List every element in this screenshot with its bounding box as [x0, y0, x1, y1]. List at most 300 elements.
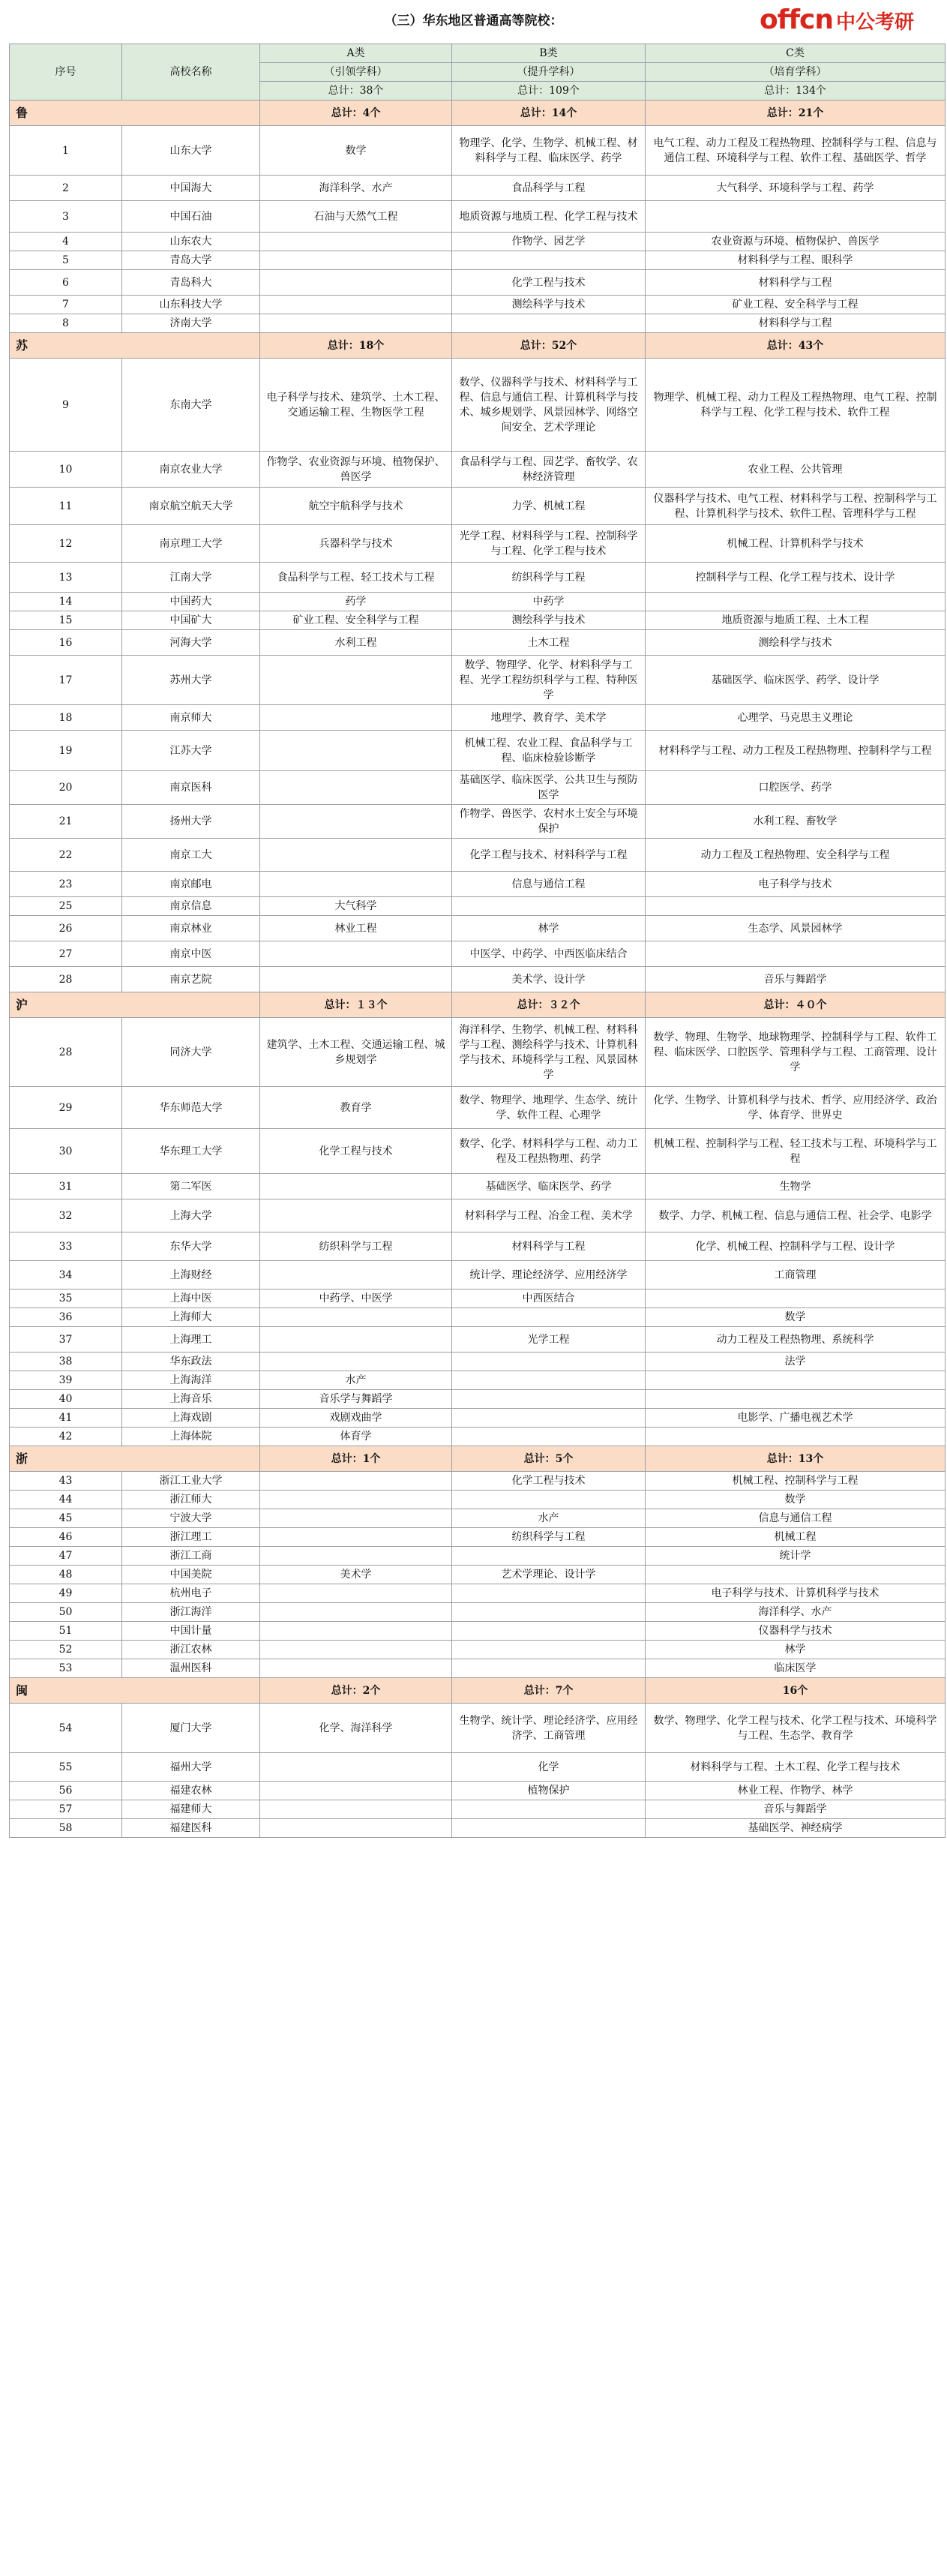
cell-no: 58: [10, 1819, 122, 1838]
cell-cat-a: 食品科学与工程、轻工技术与工程: [260, 563, 452, 593]
table-row: [10, 1087, 946, 1129]
cell-university: 福建师大: [122, 1800, 260, 1819]
cell-cat-c: 仪器科学与技术: [646, 1622, 946, 1641]
universities-table: [9, 44, 946, 1838]
cell-cat-c: 电子科学与技术: [646, 872, 946, 897]
cell-cat-b: [452, 1308, 646, 1327]
cell-university: 青岛科大: [122, 270, 260, 296]
cell-cat-c: 生物学: [646, 1174, 946, 1199]
cell-cat-b: 光学工程、材料科学与工程、控制科学与工程、化学工程与技术: [452, 525, 646, 563]
cell-cat-c: 法学: [646, 1353, 946, 1371]
cell-cat-a: [260, 805, 452, 839]
region-total-c: 总计：13个: [646, 1446, 946, 1472]
table-row: [10, 1428, 946, 1446]
cell-university: 宁波大学: [122, 1509, 260, 1528]
cell-no: 43: [10, 1472, 122, 1491]
cell-university: 浙江农林: [122, 1641, 260, 1659]
cell-cat-a: [260, 771, 452, 805]
cell-university: 中国计量: [122, 1622, 260, 1641]
table-row: [10, 270, 946, 296]
region-total-b: 总计：5个: [452, 1446, 646, 1472]
cell-cat-b: 基础医学、临床医学、药学: [452, 1174, 646, 1199]
table-row: [10, 967, 946, 992]
cell-no: 4: [10, 233, 122, 251]
cell-cat-b: 艺术学理论、设计学: [452, 1566, 646, 1584]
region-name: 沪: [10, 992, 260, 1018]
cell-no: 44: [10, 1491, 122, 1509]
region-total-c: 16个: [646, 1678, 946, 1704]
cell-cat-b: 食品科学与工程: [452, 176, 646, 201]
cell-cat-b: 测绘科学与技术: [452, 296, 646, 314]
cell-university: 福建医科: [122, 1819, 260, 1838]
table-row: [10, 593, 946, 611]
cell-university: 福州大学: [122, 1753, 260, 1782]
cell-cat-b: 地质资源与地质工程、化学工程与技术: [452, 201, 646, 233]
cell-university: 济南大学: [122, 314, 260, 333]
cell-cat-a: [260, 1753, 452, 1782]
cell-university: 华东理工大学: [122, 1129, 260, 1174]
cell-university: 中国海大: [122, 176, 260, 201]
cell-cat-c: 基础医学、神经病学: [646, 1819, 946, 1838]
cell-cat-c: 材料科学与工程: [646, 314, 946, 333]
cell-university: 温州医科: [122, 1659, 260, 1678]
cell-cat-b: 数学、物理学、地理学、生态学、统计学、软件工程、心理学: [452, 1087, 646, 1129]
cell-cat-b: 统计学、理论经济学、应用经济学: [452, 1261, 646, 1290]
cell-cat-a: [260, 1659, 452, 1678]
cell-cat-c: [646, 941, 946, 967]
region-row: [10, 992, 946, 1018]
cell-cat-c: 基础医学、临床医学、药学、设计学: [646, 656, 946, 705]
cell-no: 48: [10, 1566, 122, 1584]
cell-no: 56: [10, 1782, 122, 1800]
cell-cat-a: 化学工程与技术: [260, 1129, 452, 1174]
cell-cat-b: [452, 1603, 646, 1622]
table-row: [10, 201, 946, 233]
cell-cat-b: 美术学、设计学: [452, 967, 646, 992]
cell-cat-b: 水产: [452, 1509, 646, 1528]
region-total-b: 总计：14个: [452, 101, 646, 126]
cell-cat-a: [260, 1491, 452, 1509]
cell-cat-c: 机械工程: [646, 1528, 946, 1547]
region-total-b: 总计：52个: [452, 333, 646, 359]
table-row: [10, 1659, 946, 1678]
table-row: [10, 1622, 946, 1641]
cell-cat-b: 化学工程与技术、材料科学与工程: [452, 839, 646, 872]
cell-cat-c: 材料科学与工程、土木工程、化学工程与技术: [646, 1753, 946, 1782]
cell-university: 厦门大学: [122, 1704, 260, 1753]
cell-cat-a: [260, 839, 452, 872]
cell-university: 扬州大学: [122, 805, 260, 839]
table-body: [10, 101, 946, 1838]
region-total-a: 总计：4个: [260, 101, 452, 126]
cell-cat-a: [260, 1472, 452, 1491]
cell-cat-c: 材料科学与工程、动力工程及工程热物理、控制科学与工程: [646, 731, 946, 771]
cell-no: 52: [10, 1641, 122, 1659]
cell-cat-a: [260, 705, 452, 731]
cell-cat-b: [452, 1353, 646, 1371]
cell-cat-a: [260, 872, 452, 897]
cell-cat-b: [452, 251, 646, 270]
table-row: [10, 359, 946, 452]
table-row: [10, 872, 946, 897]
cell-cat-b: [452, 1584, 646, 1603]
cell-university: 南京工大: [122, 839, 260, 872]
cell-no: 16: [10, 630, 122, 656]
cell-no: 14: [10, 593, 122, 611]
cell-cat-b: 材料科学与工程: [452, 1232, 646, 1261]
cell-cat-a: [260, 656, 452, 705]
cell-university: 山东大学: [122, 126, 260, 176]
cell-no: 41: [10, 1409, 122, 1428]
table-row: [10, 525, 946, 563]
cell-no: 3: [10, 201, 122, 233]
cell-no: 11: [10, 488, 122, 525]
cell-cat-c: 音乐与舞蹈学: [646, 1800, 946, 1819]
cell-cat-c: [646, 201, 946, 233]
cell-no: 29: [10, 1087, 122, 1129]
cell-cat-b: 林学: [452, 916, 646, 941]
cell-no: 21: [10, 805, 122, 839]
cell-cat-c: 数学: [646, 1308, 946, 1327]
cell-cat-b: 数学、仪器科学与技术、材料科学与工程、信息与通信工程、计算机科学与技术、城乡规划学、风景园林学、网络空间安全、艺术学理论: [452, 359, 646, 452]
cell-cat-a: [260, 1603, 452, 1622]
cell-cat-b: 力学、机械工程: [452, 488, 646, 525]
region-total-c: 总计：43个: [646, 333, 946, 359]
cell-cat-a: 石油与天然气工程: [260, 201, 452, 233]
cell-cat-c: 材料科学与工程: [646, 270, 946, 296]
cell-cat-a: 体育学: [260, 1428, 452, 1446]
cell-no: 36: [10, 1308, 122, 1327]
cell-cat-c: 农业工程、公共管理: [646, 452, 946, 488]
cell-cat-b: 材料科学与工程、冶金工程、美术学: [452, 1199, 646, 1232]
cell-cat-a: [260, 251, 452, 270]
header-cat-c: C类: [646, 44, 946, 63]
cell-cat-b: 化学工程与技术: [452, 270, 646, 296]
cell-no: 47: [10, 1547, 122, 1566]
cell-university: 南京医科: [122, 771, 260, 805]
cell-university: 杭州电子: [122, 1584, 260, 1603]
cell-cat-b: [452, 1819, 646, 1838]
offcn-logo: [760, 5, 914, 38]
cell-cat-c: 统计学: [646, 1547, 946, 1566]
cell-university: 东南大学: [122, 359, 260, 452]
table-row: [10, 1371, 946, 1390]
cell-cat-c: 临床医学: [646, 1659, 946, 1678]
table-row: [10, 314, 946, 333]
table-row: [10, 1819, 946, 1838]
table-row: [10, 1491, 946, 1509]
cell-no: 30: [10, 1129, 122, 1174]
logo-brand-cn: 中公考研: [835, 11, 914, 34]
cell-university: 东华大学: [122, 1232, 260, 1261]
cell-cat-c: 材料科学与工程、眼科学: [646, 251, 946, 270]
cell-no: 26: [10, 916, 122, 941]
header-sub-b: （提升学科）: [452, 63, 646, 82]
cell-cat-a: [260, 1199, 452, 1232]
cell-cat-a: 航空宇航科学与技术: [260, 488, 452, 525]
cell-university: 同济大学: [122, 1018, 260, 1087]
cell-cat-a: 美术学: [260, 1566, 452, 1584]
cell-no: 28: [10, 1018, 122, 1087]
cell-cat-c: [646, 1428, 946, 1446]
cell-cat-a: [260, 967, 452, 992]
cell-cat-b: 生物学、统计学、理论经济学、应用经济学、工商管理: [452, 1704, 646, 1753]
region-total-a: 总计：2个: [260, 1678, 452, 1704]
table-row: [10, 1290, 946, 1308]
cell-university: 第二军医: [122, 1174, 260, 1199]
table-row: [10, 1704, 946, 1753]
cell-university: 山东科技大学: [122, 296, 260, 314]
cell-cat-a: [260, 1641, 452, 1659]
cell-university: 南京邮电: [122, 872, 260, 897]
cell-no: 6: [10, 270, 122, 296]
cell-university: 上海戏剧: [122, 1409, 260, 1428]
cell-cat-b: 海洋科学、生物学、机械工程、材料科学与工程、测绘科学与技术、计算机科学与技术、环境科学与工程、风景园林学: [452, 1018, 646, 1087]
cell-cat-a: 中药学、中医学: [260, 1290, 452, 1308]
region-row: [10, 333, 946, 359]
region-row: [10, 1446, 946, 1472]
region-total-a: 总计：18个: [260, 333, 452, 359]
table-row: [10, 1390, 946, 1409]
cell-cat-a: [260, 1622, 452, 1641]
table-row: [10, 1509, 946, 1528]
cell-no: 33: [10, 1232, 122, 1261]
cell-cat-b: [452, 1800, 646, 1819]
table-row: [10, 176, 946, 201]
table-row: [10, 1584, 946, 1603]
cell-cat-c: 化学、机械工程、控制科学与工程、设计学: [646, 1232, 946, 1261]
table-row: [10, 897, 946, 916]
cell-cat-b: 测绘科学与技术: [452, 611, 646, 630]
cell-cat-c: 数学、力学、机械工程、信息与通信工程、社会学、电影学: [646, 1199, 946, 1232]
cell-cat-b: 土木工程: [452, 630, 646, 656]
cell-university: 上海财经: [122, 1261, 260, 1290]
cell-cat-b: 纺织科学与工程: [452, 1528, 646, 1547]
cell-cat-a: 水利工程: [260, 630, 452, 656]
cell-cat-a: [260, 1782, 452, 1800]
cell-university: 中国矿大: [122, 611, 260, 630]
cell-cat-b: 基础医学、临床医学、公共卫生与预防医学: [452, 771, 646, 805]
cell-no: 28: [10, 967, 122, 992]
table-row: [10, 126, 946, 176]
cell-no: 13: [10, 563, 122, 593]
table-row: [10, 1800, 946, 1819]
cell-no: 53: [10, 1659, 122, 1678]
cell-university: 上海师大: [122, 1308, 260, 1327]
table-row: [10, 771, 946, 805]
header-cat-a: A类: [260, 44, 452, 63]
header-total-c: 总计：134个: [646, 82, 946, 101]
region-row: [10, 101, 946, 126]
logo-brand: offcn: [759, 5, 833, 35]
cell-cat-c: 工商管理: [646, 1261, 946, 1290]
cell-no: 57: [10, 1800, 122, 1819]
cell-no: 34: [10, 1261, 122, 1290]
cell-cat-c: 水利工程、畜牧学: [646, 805, 946, 839]
table-row: [10, 1603, 946, 1622]
cell-cat-a: 海洋科学、水产: [260, 176, 452, 201]
cell-cat-c: 仪器科学与技术、电气工程、材料科学与工程、控制科学与工程、计算机科学与技术、软件工程、管理科学与工程: [646, 488, 946, 525]
cell-no: 51: [10, 1622, 122, 1641]
cell-cat-c: 化学、生物学、计算机科学与技术、哲学、应用经济学、政治学、体育学、世界史: [646, 1087, 946, 1129]
region-total-c: 总计：21个: [646, 101, 946, 126]
table-row: [10, 1782, 946, 1800]
table-row: [10, 1261, 946, 1290]
cell-cat-c: 物理学、机械工程、动力工程及工程热物理、电气工程、控制科学与工程、化学工程与技术、软件工程: [646, 359, 946, 452]
table-row: [10, 630, 946, 656]
cell-cat-b: [452, 1491, 646, 1509]
cell-cat-c: 音乐与舞蹈学: [646, 967, 946, 992]
cell-cat-c: 机械工程、控制科学与工程、轻工技术与工程、环境科学与工程: [646, 1129, 946, 1174]
cell-university: 中国美院: [122, 1566, 260, 1584]
cell-no: 27: [10, 941, 122, 967]
cell-cat-a: 教育学: [260, 1087, 452, 1129]
cell-no: 20: [10, 771, 122, 805]
cell-cat-b: 数学、化学、材料科学与工程、动力工程及工程热物理、药学: [452, 1129, 646, 1174]
cell-cat-c: 大气科学、环境科学与工程、药学: [646, 176, 946, 201]
cell-cat-c: 电子科学与技术、计算机科学与技术: [646, 1584, 946, 1603]
cell-university: 中国石油: [122, 201, 260, 233]
cell-university: 浙江工商: [122, 1547, 260, 1566]
table-row: [10, 1547, 946, 1566]
cell-cat-c: 电气工程、动力工程及工程热物理、控制科学与工程、信息与通信工程、环境科学与工程、软件工程、基础医学、哲学: [646, 126, 946, 176]
region-total-b: 总计：7个: [452, 1678, 646, 1704]
cell-cat-b: 信息与通信工程: [452, 872, 646, 897]
cell-no: 17: [10, 656, 122, 705]
table-row: [10, 563, 946, 593]
table-row: [10, 1528, 946, 1547]
header-total-a: 总计：38个: [260, 82, 452, 101]
region-total-c: 总计：４０个: [646, 992, 946, 1018]
cell-cat-b: 作物学、兽医学、农村水土安全与环境保护: [452, 805, 646, 839]
cell-university: 苏州大学: [122, 656, 260, 705]
table-row: [10, 296, 946, 314]
table-row: [10, 1018, 946, 1087]
cell-university: 上海大学: [122, 1199, 260, 1232]
cell-cat-c: 数学、物理、生物学、地球物理学、控制科学与工程、软件工程、临床医学、口腔医学、管理科学与工程、工商管理、设计学: [646, 1018, 946, 1087]
cell-cat-c: [646, 593, 946, 611]
cell-no: 15: [10, 611, 122, 630]
cell-cat-b: 中医学、中药学、中西医临床结合: [452, 941, 646, 967]
cell-no: 9: [10, 359, 122, 452]
cell-no: 42: [10, 1428, 122, 1446]
cell-cat-b: 化学工程与技术: [452, 1472, 646, 1491]
cell-university: 南京理工大学: [122, 525, 260, 563]
table-row: [10, 452, 946, 488]
cell-cat-b: [452, 314, 646, 333]
cell-cat-b: 中西医结合: [452, 1290, 646, 1308]
cell-university: 江南大学: [122, 563, 260, 593]
cell-university: 南京林业: [122, 916, 260, 941]
cell-no: 39: [10, 1371, 122, 1390]
cell-university: 青岛大学: [122, 251, 260, 270]
cell-cat-b: 光学工程: [452, 1327, 646, 1353]
table-row: [10, 251, 946, 270]
cell-cat-c: 动力工程及工程热物理、安全科学与工程: [646, 839, 946, 872]
cell-cat-c: [646, 1371, 946, 1390]
cell-university: 南京艺院: [122, 967, 260, 992]
cell-cat-a: [260, 1528, 452, 1547]
table-row: [10, 1232, 946, 1261]
cell-university: 山东农大: [122, 233, 260, 251]
header-sub-c: （培育学科）: [646, 63, 946, 82]
cell-no: 18: [10, 705, 122, 731]
table-header: [10, 44, 946, 101]
cell-cat-b: 物理学、化学、生物学、机械工程、材料科学与工程、临床医学、药学: [452, 126, 646, 176]
cell-cat-c: 林学: [646, 1641, 946, 1659]
table-row: [10, 731, 946, 771]
header-total-b: 总计：109个: [452, 82, 646, 101]
cell-cat-b: 数学、物理学、化学、材料科学与工程、光学工程纺织科学与工程、特种医学: [452, 656, 646, 705]
cell-university: 上海体院: [122, 1428, 260, 1446]
cell-cat-c: 矿业工程、安全科学与工程: [646, 296, 946, 314]
cell-cat-c: 地质资源与地质工程、土木工程: [646, 611, 946, 630]
table-row: [10, 1641, 946, 1659]
cell-cat-c: 数学、物理学、化学工程与技术、化学工程与技术、环境科学与工程、生态学、教育学: [646, 1704, 946, 1753]
cell-university: 南京师大: [122, 705, 260, 731]
cell-no: 45: [10, 1509, 122, 1528]
cell-cat-b: [452, 1390, 646, 1409]
cell-cat-c: 农业资源与环境、植物保护、兽医学: [646, 233, 946, 251]
cell-university: 南京航空航天大学: [122, 488, 260, 525]
cell-university: 上海中医: [122, 1290, 260, 1308]
cell-cat-a: 建筑学、土木工程、交通运输工程、城乡规划学: [260, 1018, 452, 1087]
header-name: 高校名称: [122, 44, 260, 101]
cell-cat-c: [646, 1390, 946, 1409]
table-row: [10, 611, 946, 630]
cell-cat-a: 数学: [260, 126, 452, 176]
cell-cat-b: 中药学: [452, 593, 646, 611]
header-no: 序号: [10, 44, 122, 101]
cell-cat-a: [260, 1174, 452, 1199]
region-name: 苏: [10, 333, 260, 359]
region-name: 浙: [10, 1446, 260, 1472]
cell-cat-b: 食品科学与工程、园艺学、畜牧学、农林经济管理: [452, 452, 646, 488]
cell-no: 8: [10, 314, 122, 333]
cell-cat-a: 大气科学: [260, 897, 452, 916]
cell-cat-c: 林业工程、作物学、林学: [646, 1782, 946, 1800]
cell-cat-a: [260, 1800, 452, 1819]
page-title: （三）华东地区普通高等院校：: [384, 14, 563, 29]
cell-cat-c: [646, 1290, 946, 1308]
cell-cat-b: 化学: [452, 1753, 646, 1782]
cell-university: 南京农业大学: [122, 452, 260, 488]
cell-cat-a: 林业工程: [260, 916, 452, 941]
cell-university: 浙江海洋: [122, 1603, 260, 1622]
cell-cat-b: [452, 1409, 646, 1428]
table-row: [10, 1409, 946, 1428]
cell-cat-c: 海洋科学、水产: [646, 1603, 946, 1622]
cell-university: 河海大学: [122, 630, 260, 656]
cell-no: 50: [10, 1603, 122, 1622]
cell-university: 中国药大: [122, 593, 260, 611]
cell-university: 华东师范大学: [122, 1087, 260, 1129]
cell-university: 上海海洋: [122, 1371, 260, 1390]
table-row: [10, 1353, 946, 1371]
cell-no: 54: [10, 1704, 122, 1753]
cell-cat-b: 纺织科学与工程: [452, 563, 646, 593]
cell-cat-a: 纺织科学与工程: [260, 1232, 452, 1261]
cell-cat-a: 兵器科学与技术: [260, 525, 452, 563]
table-row: [10, 488, 946, 525]
cell-cat-c: 动力工程及工程热物理、系统科学: [646, 1327, 946, 1353]
cell-cat-b: 地理学、教育学、美术学: [452, 705, 646, 731]
cell-cat-b: [452, 1371, 646, 1390]
cell-cat-a: [260, 731, 452, 771]
table-row: [10, 916, 946, 941]
cell-no: 35: [10, 1290, 122, 1308]
cell-cat-a: 戏剧戏曲学: [260, 1409, 452, 1428]
